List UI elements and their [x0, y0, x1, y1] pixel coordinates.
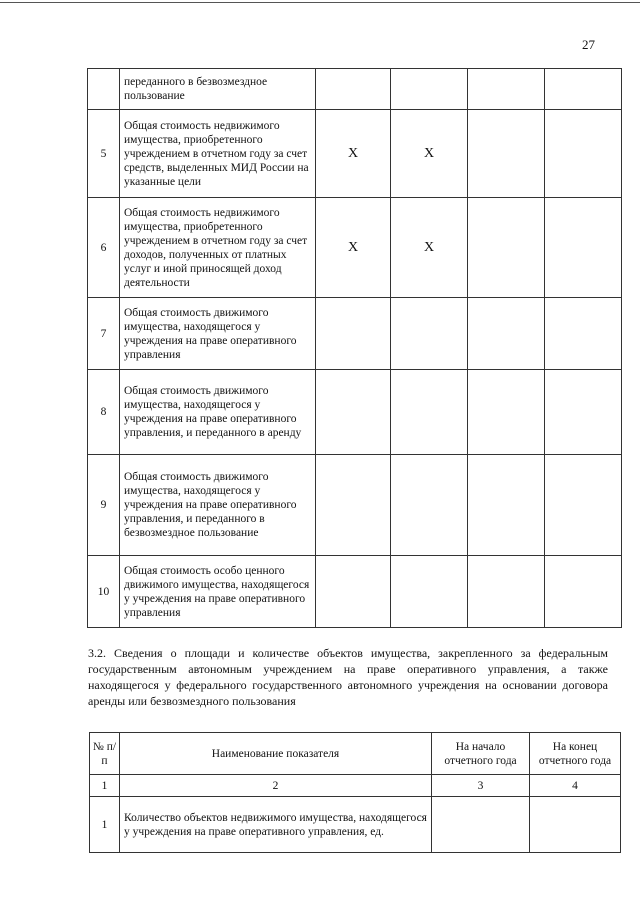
header-row [90, 733, 621, 775]
value-cell [391, 556, 468, 628]
value-cell [432, 797, 530, 853]
value-cell [391, 298, 468, 370]
value-cell [391, 69, 468, 110]
table-row [90, 797, 621, 853]
value-cell [316, 69, 391, 110]
column-index: 2 [120, 775, 432, 797]
value-cell [530, 797, 621, 853]
indicator-name: Количество объектов недвижимого имущества, находящегося у учреждения на праве оперативного управления, ед. [120, 797, 432, 853]
column-header-name: Наименование показателя [120, 733, 432, 775]
value-cell [316, 455, 391, 556]
value-cell [468, 556, 545, 628]
index-row [90, 775, 621, 797]
property-value-table [87, 68, 622, 628]
value-cell [468, 298, 545, 370]
table-row [88, 298, 622, 370]
value-cell [545, 556, 622, 628]
row-number: 8 [88, 370, 120, 455]
value-cell: X [316, 110, 391, 198]
value-cell [545, 298, 622, 370]
value-cell [468, 198, 545, 298]
indicator-name: Общая стоимость особо ценного движимого имущества, находящегося у учреждения на праве оперативного управления [120, 556, 316, 628]
indicator-name: переданного в безвозмездное пользование [120, 69, 316, 110]
indicator-name: Общая стоимость недвижимого имущества, приобретенного учреждением в отчетном году за счет доходов, полученных от платных услуг и иной приносящей доход деятельности [120, 198, 316, 298]
table-row [88, 556, 622, 628]
value-cell [545, 110, 622, 198]
table-row [88, 110, 622, 198]
column-header-end: На конец отчетного года [530, 733, 621, 775]
column-header-start: На начало отчетного года [432, 733, 530, 775]
row-number: 1 [90, 797, 120, 853]
value-cell [545, 198, 622, 298]
table-row [88, 370, 622, 455]
row-number: 5 [88, 110, 120, 198]
row-number: 9 [88, 455, 120, 556]
indicator-name: Общая стоимость движимого имущества, находящегося у учреждения на праве оперативного управления [120, 298, 316, 370]
top-rule [0, 2, 640, 3]
value-cell [316, 370, 391, 455]
column-index: 1 [90, 775, 120, 797]
value-cell: X [391, 110, 468, 198]
value-cell [468, 110, 545, 198]
property-count-table [89, 732, 621, 853]
row-number: 7 [88, 298, 120, 370]
value-cell [545, 455, 622, 556]
value-cell [468, 69, 545, 110]
value-cell [468, 455, 545, 556]
table-row [88, 455, 622, 556]
value-cell [468, 370, 545, 455]
value-cell [545, 69, 622, 110]
row-number: 6 [88, 198, 120, 298]
value-cell [391, 455, 468, 556]
table-row [88, 198, 622, 298]
section-title: 3.2. Сведения о площади и количестве объектов имущества, закрепленного за федеральным государственным автономным учреждением на праве оперативного управления, а также находящегося у федерального государственного автономного учреждения на основании договора аренды или безвозмездного пользования [88, 646, 608, 708]
value-cell [391, 370, 468, 455]
table-row [88, 69, 622, 110]
row-number: 10 [88, 556, 120, 628]
row-number [88, 69, 120, 110]
value-cell: X [391, 198, 468, 298]
value-cell [545, 370, 622, 455]
value-cell [316, 298, 391, 370]
value-cell [316, 556, 391, 628]
value-cell: X [316, 198, 391, 298]
indicator-name: Общая стоимость недвижимого имущества, приобретенного учреждением в отчетном году за счет средств, выделенных МИД России на указанные цели [120, 110, 316, 198]
column-index: 4 [530, 775, 621, 797]
column-index: 3 [432, 775, 530, 797]
indicator-name: Общая стоимость движимого имущества, находящегося у учреждения на праве оперативного управления, и переданного в аренду [120, 370, 316, 455]
column-header-number: № п/п [90, 733, 120, 775]
page-number: 27 [582, 37, 595, 52]
indicator-name: Общая стоимость движимого имущества, находящегося у учреждения на праве оперативного управления, и переданного в безвозмездное пользование [120, 455, 316, 556]
